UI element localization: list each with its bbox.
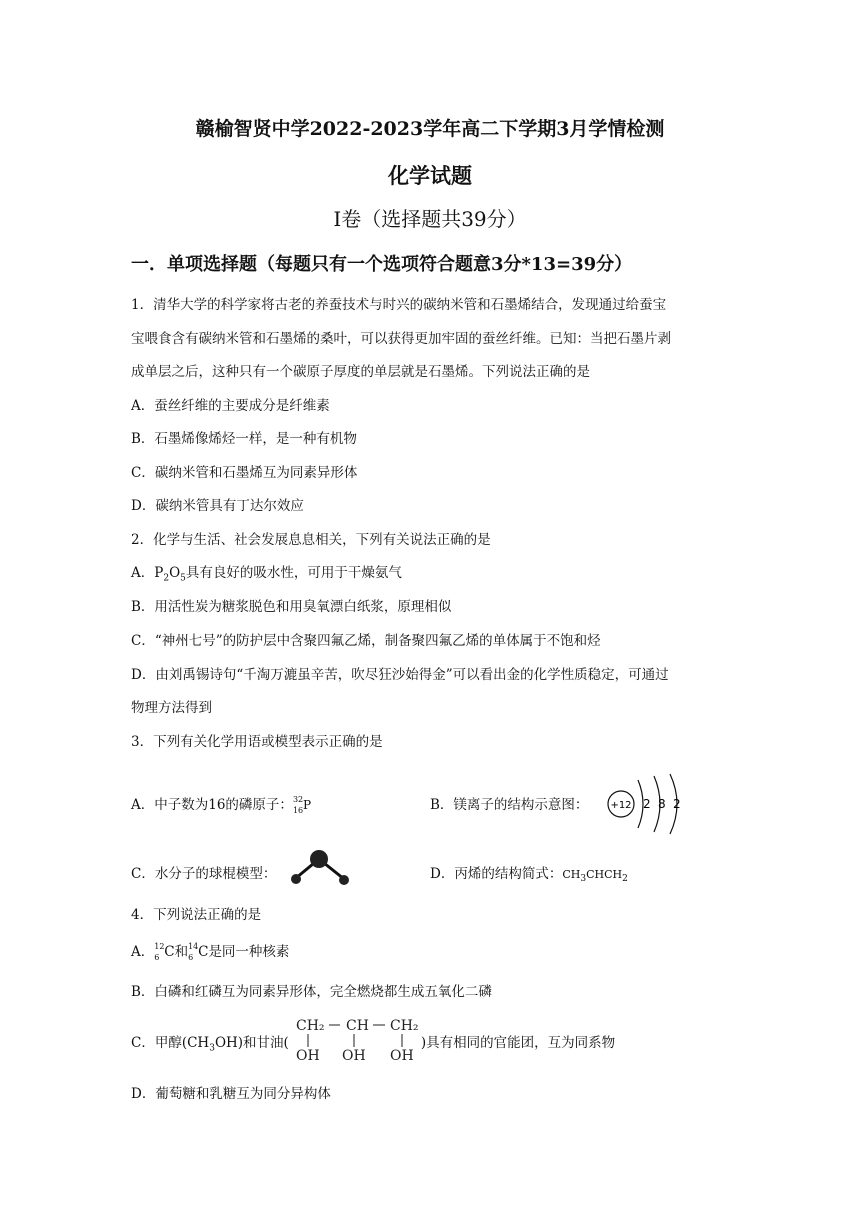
water-ball-stick-model [284,847,354,889]
q3-option-b: B．镁离子的结构示意图： [430,797,589,813]
q2-stem: 2．化学与生活、社会发展息息相关，下列有关说法正确的是 [131,532,491,548]
glycerol-c3: CH₂ [390,1018,419,1034]
phosphorus-nuclide-symbol: 32 16 [292,794,304,815]
q1-stem-line2: 宝喂食含有碳纳米管和石墨烯的桑叶，可以获得更加牢固的蚕丝纤维。已知：当把石墨片剥 [131,331,671,347]
propene-formula: $CH_3CHCH_2$ [562,868,628,885]
shell-2-count: 8 [658,797,666,811]
part-heading: Ⅰ卷（选择题共39分） [333,207,527,231]
magnesium-ion-structure-diagram [602,768,692,838]
q4-option-a: A． 12 6 C和 14 6 C是同一种核素 [131,941,290,962]
document-subtitle: 化学试题 [388,163,472,188]
q3-stem: 3．下列有关化学用语或模型表示正确的是 [131,734,383,750]
q1-option-a: A．蚕丝纤维的主要成分是纤维素 [131,398,330,414]
q1-option-c: C．碳纳米管和石墨烯互为同素异形体 [131,465,358,481]
document-title: 赣榆智贤中学2022-2023学年高二下学期3月学情检测 [195,118,665,140]
q3-option-c: C．水分子的球棍模型： [131,866,277,882]
q1-option-b: B．石墨烯像烯烃一样，是一种有机物 [131,431,357,447]
nucleus-label: +12 [610,800,632,811]
q4-option-d: D．葡萄糖和乳糖互为同分异构体 [131,1086,331,1102]
q1-stem-line3: 成单层之后，这种只有一个碳原子厚度的单层就是石墨烯。下列说法正确的是 [131,364,590,380]
carbon-12-nuclide: 12 6 [154,941,165,962]
q4-stem: 4．下列说法正确的是 [131,907,262,923]
q3-option-a: A．中子数为16的磷原子： 32 16 P [131,794,312,815]
glycerol-c2: CH [346,1018,369,1034]
glycerol-oh2: OH [342,1048,366,1064]
carbon-14-nuclide: 14 6 [188,941,199,962]
glycerol-c1: CH₂ [296,1018,325,1034]
section-heading: 一．单项选择题（每题只有一个选项符合题意3分*13=39分） [131,254,633,275]
q2-option-c: C．“神州七号”的防护层中含聚四氟乙烯，制备聚四氟乙烯的单体属于不饱和烃 [131,633,601,649]
glycerol-oh3: OH [390,1048,414,1064]
q1-stem-line1: 1．清华大学的科学家将古老的养蚕技术与时兴的碳纳米管和石墨烯结合，发现通过给蚕宝 [131,297,667,313]
q1-option-d: D．碳纳米管具有丁达尔效应 [131,498,304,514]
q4-option-b: B．白磷和红磷互为同素异形体，完全燃烧都生成五氧化二磷 [131,984,492,1000]
q2-option-a: A．$P_2O_5$具有良好的吸水性，可用于干燥氨气 [131,565,402,584]
shell-3-count: 2 [673,797,681,811]
q2-option-b: B．用活性炭为糖浆脱色和用臭氧漂白纸浆，原理相似 [131,599,452,615]
q3-option-d: D．丙烯的结构简式：$CH_3CHCH_2$ [430,866,628,885]
q2-option-d-line1: D．由刘禹锡诗句“千淘万漉虽辛苦，吹尽狂沙始得金”可以看出金的化学性质稳定，可通过 [131,667,669,683]
q2-option-d-line2: 物理方法得到 [131,700,212,716]
glycerol-oh1: OH [296,1048,320,1064]
q4-option-c: C．甲醇$(CH_3OH)$和甘油( )具有相同的官能团，互为同系物 [131,1035,616,1054]
shell-1-count: 2 [643,797,651,811]
glycerol-structural-formula [290,1010,426,1066]
